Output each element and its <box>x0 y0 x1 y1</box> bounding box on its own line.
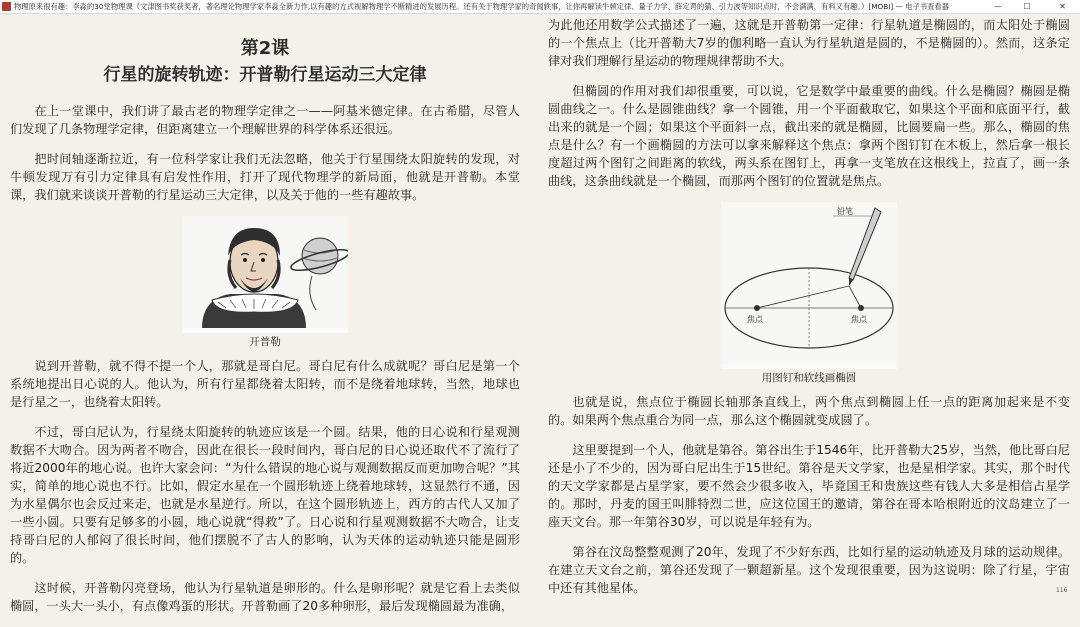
paragraph: 在上一堂课中，我们讲了最古老的物理学定律之一——阿基米德定律。在古希腊，尽管人们发现了几条物理学定律，但距离建立一个理解世界的科学体系还很远。 <box>10 104 520 136</box>
focus-label-right: 焦点 <box>851 315 867 324</box>
paragraph: 但椭圆的作用对我们却很重要，可以说，它是数学中最重要的曲线。什么是椭圆？椭圆是椭圆曲线之一。什么是圆锥曲线？拿一个圆锥，用一个平面截取它，如果这个平面和底面平行，截出来的就是一个圆；如果这个平面斜一点，截出来的就是椭圆，比圆要扁一些。那么，椭圆的焦点是什么？有一个画椭圆的方法可以拿来解释这个焦点：拿两个图钉钉在木板上，然后拿一根长度超过两个图钉之间距离的软线，两头系在图钉上，再拿一支笔放在这根线上，拉直了，画一条曲线，这条曲线就是一个椭圆，而那两个图钉的位置就是焦点。 <box>548 84 1070 188</box>
paragraph: 说到开普勒，就不得不提一个人，那就是哥白尼。哥白尼有什么成就呢？哥白尼是第一个系统地提出日心说的人。他认为，所有行星都绕着太阳转，而不是绕着地球转，当然，地球也是行星之一，也绕着太阳转。 <box>10 359 520 409</box>
left-page <box>10 16 520 627</box>
pencil-label: 铅笔 <box>837 207 853 216</box>
kepler-portrait-image <box>182 216 348 333</box>
paragraph: 第谷在汶岛整整观测了20年，发现了不少好东西，比如行星的运动轨迹及月球的运动规律。在建立天文台之前，第谷还发现了一颗超新星。这个发现很重要，因为这说明：除了行星，宇宙中还有其他星体。 <box>548 545 1070 595</box>
close-button[interactable]: ✕ <box>1059 2 1066 11</box>
paragraph: 为此他还用数学公式描述了一遍，这就是开普勒第一定律：行星轨道是椭圆的，而太阳处于椭圆的一个焦点上（比开普勒大7岁的伽利略一直认为行星轨道是圆的，不是椭圆的）。然而，这条定律对我们理解行星运动的物理规律帮助不大。 <box>548 18 1070 68</box>
ellipse-drawing-image <box>721 202 897 369</box>
portrait-caption: 开普勒 <box>249 336 281 348</box>
focus-label-left: 焦点 <box>747 315 763 324</box>
paragraph: 也就是说，焦点位于椭圆长轴那条直线上，两个焦点到椭圆上任一点的距离加起来是不变的。如果两个焦点重合为同一点，那么这个椭圆就变成圆了。 <box>548 395 1070 427</box>
paragraph: 这里要提到一个人，他就是第谷。第谷出生于1546年，比开普勒大25岁，当然，他比哥白尼还是小了不少的，因为哥白尼出生于15世纪。第谷是天文学家，也是星相学家。其实，那个时代的天文学家都是占星学家，要不然会少很多收入，毕竟国王和贵族这些有钱人大多是相信占星学的。那时，丹麦的国王叫腓特烈二世，应这位国王的邀请，第谷在哥本哈根附近的汶岛建立了一座天文台。那一年第谷30岁，可以说是年轻有为。 <box>548 443 1070 529</box>
lesson-title: 行星的旋转轨迹：开普勒行星运动三大定律 <box>103 65 427 85</box>
app-book-icon <box>2 2 11 11</box>
page-number: 116 <box>1056 587 1068 594</box>
paragraph: 不过，哥白尼认为，行星绕太阳旋转的轨迹应该是一个圆。结果，他的日心说和行星观测数据不大吻合。因为两者不吻合，因此在很长一段时间内，哥白尼的日心说还取代不了流行了将近2000年的地心说。也许大家会问：“为什么错误的地心说与观测数据反而更加吻合呢？”其实，简单的地心说也不行。比如，假定水星在一个圆形轨迹上绕着地球转，这显然行不通，因为水星偶尔也会反过来走，也就是水星逆行。所以，在这个圆形轨迹上，西方的古代人又加了一些小圆。只要有足够多的小圆，地心说就“得救”了。日心说和行星观测数据不大吻合，让支持哥白尼的人郁闷了很长时间，他们摆脱不了古人的影响，认为天体的运动轨迹只能是圆形的。 <box>10 425 520 565</box>
maximize-button[interactable]: ☐ <box>1023 2 1031 11</box>
lesson-number: 第2课 <box>240 38 290 59</box>
right-page <box>548 16 1070 609</box>
paragraph: 这时候，开普勒闪亮登场，他认为行星轨道是卵形的。什么是卵形呢？就是它看上去类似椭圆，一头大一头小，有点像鸡蛋的形状。开普勒画了20多种卵形，最后发现椭圆最为准确， <box>10 581 520 613</box>
window-titlebar <box>0 0 1080 14</box>
window-title: 物理原来很有趣：李淼的30堂物理课（文津图书奖获奖者，著名理论物理学家李淼全新力作,以有趣的方式视解物理学不断精进的发展历程。还有关于物理学家的奇闻轶事，让你再解读牛顿定律、量子力学、薛定谔的猫、引力波等知识点时，不会满满，有料又有趣。）[MOBI] — 电子书查看器 <box>14 2 949 11</box>
ellipse-caption: 用图钉和软线画椭圆 <box>761 372 857 384</box>
minimize-button[interactable]: — <box>994 2 1002 11</box>
kepler-portrait-figure <box>10 216 520 349</box>
ellipse-drawing-figure <box>548 202 1070 385</box>
paragraph: 把时间轴逐渐拉近，有一位科学家让我们无法忽略，他关于行星围绕太阳旋转的发现，对牛顿发现万有引力定律具有启发性作用，打开了现代物理学的新局面，他就是开普勒。本堂课，我们就来谈谈开普勒的行星运动三大定律，以及关于他的一些有趣故事。 <box>10 152 520 202</box>
